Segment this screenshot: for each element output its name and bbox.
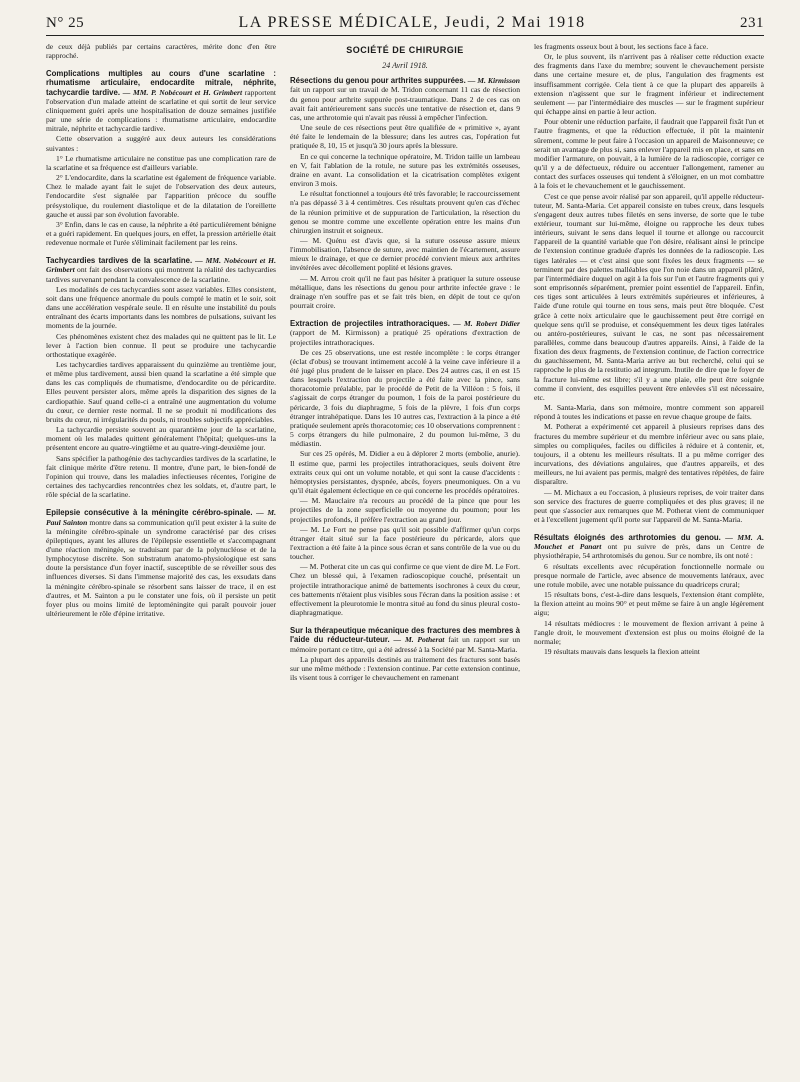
article-arthrotomies: [534, 533, 764, 656]
article-epilepsie: [46, 508, 276, 618]
paragraph: Pour obtenir une réduction parfaite, il faudrait que l'appareil fixât l'un et l'autre fragments, et que la réduction effectuée, il pût la maintenir sûrement, comme le peut faire à l'occasion un appareil de Maisonneuve; ce serait un avantage de plus si, sans enlever l'appareil mis en place, et sans en modifier l'armature, on pouvait, à la lumière de la radioscopie, corriger ce qu'il y a de défectueux, réduire ou accentuer l'allongement, ramener au contact des surfaces osseuses qui tendent à s'éloigner, en un mot combattre à la fois et le chevauchement et le gauchissement.: [534, 117, 764, 191]
paragraph: M. Santa-Maria, dans son mémoire, montre comment son appareil répond à toutes les indications et passe en revue chaque groupe de faits.: [534, 403, 764, 422]
paragraph: Les tachycardies tardives apparaissent du quinzième au trentième jour, et même plus tardivement, aussi bien quand la scarlatine a été simple que dans les cas compliqués de rhumatisme, d'endocardite ou de péricardite. Elles peuvent persister alors, même après la disparition des signes de la cardiopathie. Sauf quand celle-ci a entraîné une augmentation du volume du cœur, ce dernier reste normal. Il ne se produit ni modifications des bruits du cœur, ni irrégularités du pouls, ni troubles subjectifs appréciables.: [46, 360, 276, 424]
paragraph: — M. Mauclaire n'a recours au procédé de la pince que pour les projectiles de la zone superficielle ou moyenne du poumon; pour les projectiles profonds, il préfère l'extraction au grand jour.: [290, 496, 520, 524]
paragraph: les fragments osseux bout à bout, les sections face à face.: [534, 42, 709, 51]
paragraph: — M. Potherat cite un cas qui confirme ce que vient de dire M. Le Fort. Chez un blessé qui, à l'examen radioscopique couché, présentait un projectile intrathoracique animé de battements isochrones à ceux du cœur, ces battements n'étaient plus visibles sous l'écran dans la position assise : et effectivement la pleurotomie le montra situé au fond du sinus pleural costo-diaphragmatique.: [290, 562, 520, 618]
publication-title: LA PRESSE MÉDICALE, Jeudi, 2 Mai 1918: [238, 14, 586, 31]
column-1: [46, 42, 276, 1078]
paragraph: 6 résultats excellents avec récupération fonctionnelle normale ou presque normale de l'article, avec absence de mouvements latéraux, avec une rotule mobile, avec une notable puissance du quadriceps crural;: [534, 561, 764, 589]
paragraph: — M. Le Fort ne pense pas qu'il soit possible d'affirmer qu'un corps étranger était situé sur la face postérieure du péricarde, alors que l'extraction a été faite à la pince sous écran et sans contrôle de la vue ou du toucher.: [290, 524, 520, 562]
paragraph: La plupart des appareils destinés au traitement des fractures sont basés sur une même méthode : l'extension continue. Par cette extension continue, ils visent tous à corriger le chevauchement en ramenant: [290, 654, 520, 682]
paragraph: — M. Quénu est d'avis que, si la suture osseuse assure mieux l'immobilisation, l'absence de suture, avec maintien de l'écartement, assure mieux le drainage, et que ce dernier procédé convient mieux aux arthrites invétérées avec décollement poplité et lésions graves.: [290, 235, 520, 273]
paragraph: Cette observation a suggéré aux deux auteurs les considérations suivantes :: [46, 134, 276, 153]
article-title: Tachycardies tardives de la scarlatine.: [46, 256, 193, 266]
article-scarlatine-complications: [46, 69, 276, 247]
paragraph: (rapport de M. Kirmisson) a pratiqué 25 opérations d'extraction de projectiles intrathoraciques.: [290, 328, 520, 347]
article-resections-genou: [290, 76, 520, 310]
paragraph: 2° L'endocardite, dans la scarlatine est également de fréquence variable. Chez le malade ayant fait le sujet de l'observation des deux auteurs, l'endocardite s'est signalée par l'apparition précoce du souffle présystolique, du roulement diastolique et de la dilatation de l'oreillette gauche et aussi par son évolution favorable.: [46, 173, 276, 219]
page-number: 231: [740, 15, 764, 31]
paragraph: ont pu suivre de près, dans un Centre de physiothérapie, 54 arthrotomisés du genou. Sur ce nombre, ils ont noté :: [534, 542, 764, 561]
article-authors: — M. Kirmisson: [467, 76, 520, 86]
paragraph: de ceux déjà publiés par certains caractères, mérite donc d'en être rapproché.: [46, 42, 276, 61]
paragraph: ont fait des observations qui montrent la réalité des tachycardies tardives survenant pendant la convalescence de la scarlatine.: [46, 265, 276, 284]
article-authors: — MM. P. Nobécourt et H. Grimbert: [122, 87, 243, 97]
paragraph: La tachycardie persiste souvent au quarantième jour de la scarlatine, moment où les malades quittent généralement l'hôpital; quelques-uns la présentent encore au quatre-vingtième et au quatre-vingt-deuxième jour.: [46, 425, 276, 453]
article-title: Extraction de projectiles intrathoraciques.: [290, 319, 450, 329]
paragraph: De ces 25 observations, une est restée incomplète : le corps étranger (éclat d'obus) se trouvant intimement accolé à la veine cave inférieure il a été jugé plus prudent de le laisser en place. Des 24 autres cas, il en est 15 dans lesquels l'extraction du projectile a été faite avec la pince, sans thoracotomie préalable, par le procédé de Petit de la Villéon : 5 fois, il s'agissait de corps étranger du poumon, 1 fois de la paroi postérieure du péricarde, 3 fois du diaphragme, 5 fois de la plèvre, 1 fois d'un corps étranger intrahépatique. Dans les 10 autres cas, l'extraction à la pince a été pratiquée seulement après thoracotomie; ces 10 observations comprennent : 5 corps étrangers du hile pulmonaire, 2 du poumon lui-même, 3 du médiastin.: [290, 347, 520, 449]
paragraph: Or, le plus souvent, ils n'arrivent pas à réaliser cette réduction exacte des fragments dans l'axe du membre; souvent le chevauchement persiste dans une certaine mesure et, de plus, l'angulation des fragments est insuffisamment corrigée. Cela tient à ce que la plupart des appareils à extension n'agissent que sur le fragment inférieur et indirectement seulement — par l'intermédiaire des muscles — sur le fragment supérieur qui échappe ainsi en partie à leur action.: [534, 52, 764, 117]
paragraph: fait un rapport sur un mémoire portant ce titre, qui a été adressé à la Société par M. Santa-Maria.: [290, 635, 520, 654]
section-heading: SOCIÉTÉ DE CHIRURGIE: [346, 45, 464, 55]
paragraph: Une seule de ces résections peut être qualifiée de « primitive », ayant été faite le lendemain de la blessure; dans les autres cas, l'opération fut pratiquée 8, 10, 15 et jusqu'à 30 jours après la blessure.: [290, 123, 520, 151]
article-tachycardies: [46, 256, 276, 499]
paragraph: fait un rapport sur un travail de M. Tridon concernant 11 cas de résection du genou pour arthrite suppurée post-traumatique. Dans 2 de ces cas on avait fait antérieurement sans succès une tentative de résection et, dans 9 cas, une arthrotomie qui n'avait pas réussi à empêcher l'infection.: [290, 85, 520, 122]
article-authors: — M. Potherat: [393, 635, 445, 645]
paragraph: 14 résultats médiocres : le mouvement de flexion arrivant à peine à l'angle droit, le mouvement d'extension est plus ou moins éloigné de la normale;: [534, 618, 764, 646]
article-authors: — M. Paul Sainton: [46, 508, 276, 527]
article-authors: — MM. A. Mouchet et Panart: [534, 533, 764, 552]
paragraph: 1° Le rhumatisme articulaire ne constitue pas une complication rare de la scarlatine et sa fréquence est d'ailleurs variable.: [46, 153, 276, 172]
article-title: Résections du genou pour arthrites suppurées.: [290, 76, 466, 86]
article-reducteur-tuteur: [290, 626, 520, 682]
article-projectiles: [290, 319, 520, 617]
article-title: Complications multiples au cours d'une scarlatine : rhumatisme articulaire, endocardite mitrale, néphrite, tachycardie tardive.: [46, 69, 276, 97]
paragraph: montre dans sa communication qu'il peut exister à la suite de la méningite cérébro-spinale un syndrome caractérisé par des crises épileptiques, ayant les allures de l'épilepsie essentielle et s'accompagnant d'une réaction méningée, se traduisant par de la polynucléose et de la lymphocytose discrète. Son substratum anatomo-physiologique est sans doute la persistance d'un foyer inactif, susceptible de se réveiller sous des influences diverses. Si dans l'immense majorité des cas, les exsudats dans la méningite cérébro-spinale se résorbent sans laisser de trace, il en est d'autres, et M. Sainton a pu le constater une fois, où il persiste un petit foyer plus ou moins limité de leptoméningite qui paraît pouvoir jouer ultérieurement le rôle d'épine irritative.: [46, 517, 276, 619]
issue-number: N° 25: [46, 15, 85, 31]
paragraph: En ce qui concerne la technique opératoire, M. Tridon taille un lambeau en V, fait l'ablation de la rotule, ne suture pas les extrémités osseuses, draine en avant. La consolidation et la cicatrisation complètes exigent environ 3 mois.: [290, 151, 520, 189]
paragraph: C'est ce que pense avoir réalisé par son appareil, qu'il appelle réducteur-tuteur, M. Santa-Maria. Cet appareil consiste en tubes creux, dans lesquels s'engagent deux autres tubes filetés en sens inverse, de sorte que le tube extérieur, tournant sur lui-même, éloigne ou rapproche les deux tubes intérieurs, suivant le sens dans lequel il tourne et allonge ou raccourcit l'appareil de la quantité variable que l'on désire, réalisant ainsi le principe de l'extension continue graduée d'après les données de la radioscopie. Les tiges latérales — et c'est ainsi que sont fixées les deux fragments — se terminent par des palettes malléables que l'on noie dans un appareil plâtré, par l'intermédiaire duquel on agit à la fois sur l'un et l'autre fragments qui y sont emprisonnés séparément, premier point essentiel de l'appareil. Enfin, ces tiges sont articulées à leurs extrémités supérieures et inférieures, à l'aide d'une rotule qui tourne en tous sens, mais peut être bloquée. C'est grâce à cette noix articulaire que le gauchissement peut être corrigé en quelque sens qu'il se produise, et conséquemment les deux tiges latérales ou antéro-postérieures, suivant le cas, ne sont pas nécessairement parallèles, comme dans beaucoup d'autres appareils. Ainsi, à l'aide de la fixation des deux fragments, de l'extension continue, de l'action correctrice du gauchissement, M. Santa-Maria arrive au but recherché, celui qui se rapproche le plus de la restitutio ad integrum. Inutile de dire que le foyer de la fracture lui-même est libre; s'il y a une plaie, elle peut être soignée comme il convient, des esquilles peuvent être enlevées s'il est nécessaire, etc.: [534, 191, 764, 402]
masthead: [46, 14, 764, 36]
paragraph: 15 résultats bons, c'est-à-dire dans lesquels, l'extension étant complète, la flexion atteint au moins 90° et peut même se faire à un angle légèrement aigu;: [534, 590, 764, 618]
article-authors: — M. Robert Didier: [453, 319, 520, 329]
paragraph: Ces phénomènes existent chez des malades qui ne quittent pas le lit. Le lever à l'action bien connue. Il peut se produire une tachycardie orthostatique exagérée.: [46, 331, 276, 359]
paragraph: rapportent l'observation d'un malade atteint de scarlatine et qui sortit de leur service cliniquement guéri après une hospitalisation de douze semaines justifiée par une série de complications : rhumatisme articulaire, endocardite mitrale, néphrite et tachycardie tardive.: [46, 87, 276, 134]
article-authors: — MM. Nobécourt et H. Grimbert: [46, 256, 276, 275]
paragraph: 19 résultats mauvais dans lesquels la flexion atteint: [544, 647, 700, 656]
column-2: [290, 42, 520, 1078]
article-title: Résultats éloignés des arthrotomies du genou.: [534, 533, 721, 543]
paragraph: — M. Michaux a eu l'occasion, à plusieurs reprises, de voir traiter dans son service des fractures de guerre compliquées et des plus graves; il ne peut que s'associer aux remarques que M. Potherat vient de communiquer et à l'excellent jugement qu'il porte sur l'appareil de M. Santa-Maria.: [534, 487, 764, 524]
paragraph: 3° Enfin, dans le cas en cause, la néphrite a été particulièrement bénigne et a guéri rapidement. En quelques jours, en effet, la pression artérielle était redevenue normale et l'urée s'éliminait facilement par les reins.: [46, 219, 276, 248]
paragraph: Le résultat fonctionnel a toujours été très favorable; le raccourcissement n'a pas dépassé 3 à 4 centimètres. Ces résultats prouvent qu'en cas d'échec de la réunion primitive et de suppuration de l'articulation, la résection du genou se montre comme une excellente opération entre les mains d'un chirurgien instruit et soigneux.: [290, 189, 520, 235]
paragraph: Sur ces 25 opérés, M. Didier a eu à déplorer 2 morts (embolie, anurie). Il estime que, parmi les projectiles intrathoraciques, seuls doivent être extraits ceux qui ont un volume notable, et qui sont la cause d'accidents : hémoptysies persistantes, dyspnée, abcès, foyers pneumoniques. On a vu qu'il était également éclectique en ce qui concerne les procédés opératoires.: [290, 449, 520, 496]
column-3: [534, 42, 764, 1078]
paragraph: M. Potherat a expérimenté cet appareil à plusieurs reprises dans des fractures du membre supérieur et du membre inférieur avec ou sans plaie, simples ou compliquées, faciles ou difficiles à réduire et à contenir, et, toujours, il a obtenu les meilleurs résultats. Il a pu même corriger des incurvations, des déviations angulaires, que d'autres appareils, et des meilleurs, ne lui avaient pas permis, malgré des tentatives répétées, de faire disparaître.: [534, 422, 764, 487]
paragraph: Les modalités de ces tachycardies sont assez variables. Elles consistent, soit dans une fréquence anormale du pouls compté le matin et le soir, soit dans une accélération vespérale seule. Il en résulte une instabilité du pouls entraînant des écarts importants dans les nombres de pulsations, suivant les moments de la journée.: [46, 284, 276, 331]
article-title: Epilepsie consécutive à la méningite cérébro-spinale.: [46, 508, 253, 518]
article-title: Sur la thérapeutique mécanique des fractures des membres à l'aide du réducteur-tuteur.: [290, 626, 520, 645]
paragraph: — M. Arrou croit qu'il ne faut pas hésiter à pratiquer la suture osseuse métallique, dans les résections du genou pour arthrite infectée grave : le drainage n'en souffre pas et se fait très bien, en dépit de tout ce qu'on pourrait croire.: [290, 273, 520, 311]
paragraph: Sans spécifier la pathogénie des tachycardies tardives de la scarlatine, le fait clinique mérite d'être retenu. Il montre, d'une part, le bien-fondé de l'opinion qui trouve, dans les maladies infectieuses récentes, l'origine de certaines des tachycardies rencontrées chez les soldats, et, d'autre part, le rôle spécial de la scarlatine.: [46, 453, 276, 500]
session-date: 24 Avril 1918.: [382, 61, 428, 71]
